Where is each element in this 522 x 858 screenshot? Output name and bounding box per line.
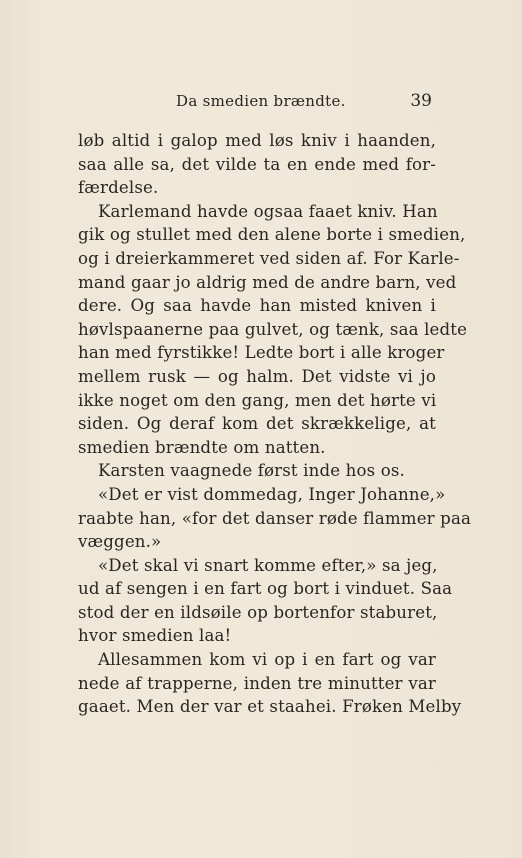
text-line: løb altid i galop med løs kniv i haanden, [78, 131, 436, 150]
text-line: hvor smedien laa! [78, 626, 232, 646]
text-line: saa alle sa, det vilde ta en ende med for- [78, 154, 436, 174]
text-line: og i dreierkammeret ved siden af. For Karle- [78, 248, 460, 268]
text-line: dere. Og saa havde han misted kniven i [78, 296, 436, 316]
paragraph [78, 648, 462, 719]
body-text [78, 129, 472, 719]
text-line: gaaet. Men der var et staahei. Frøken Melby [78, 697, 462, 717]
text-line: mand gaar jo aldrig med de andre barn, ved [78, 272, 457, 292]
page-number: 39 [410, 91, 432, 111]
text-line: væggen.» [78, 532, 162, 552]
paragraph [78, 459, 436, 483]
text-line: raabte han, «for det danser røde flammer paa [78, 508, 472, 528]
text-line: ikke noget om den gang, men det hørte vi [78, 390, 437, 410]
paragraph [78, 554, 453, 648]
paragraph [78, 483, 472, 554]
text-line: ud af sengen i en fart og bort i vinduet. Saa [78, 579, 453, 599]
text-line: høvlspaanerne paa gulvet, og tænk, saa ledte [78, 319, 468, 339]
text-line: Karsten vaagnede først inde hos os. [98, 461, 405, 481]
text-line: siden. Og deraf kom det skrækkelige, at [78, 414, 436, 434]
text-line: Allesammen kom vi op i en fart og var [98, 650, 436, 670]
text-line: stod der en ildsøile op bortenfor staburet, [78, 602, 438, 622]
page-header [78, 92, 432, 116]
running-title: Da smedien brændte. [176, 92, 346, 110]
text-line: nede af trapperne, inden tre minutter var [78, 673, 436, 693]
paragraph [78, 200, 468, 460]
text-line: «Det er vist dommedag, Inger Johanne,» [98, 484, 446, 504]
text-line: «Det skal vi snart komme efter,» sa jeg, [98, 555, 438, 575]
text-line: mellem rusk — og halm. Det vidste vi jo [78, 366, 436, 386]
text-line: smedien brændte om natten. [78, 437, 326, 457]
text-line: gik og stullet med den alene borte i smedien, [78, 225, 466, 245]
paragraph [78, 129, 436, 200]
text-line: færdelse. [78, 178, 159, 198]
text-line: han med fyrstikke! Ledte bort i alle kroger [78, 343, 445, 363]
text-line: Karlemand havde ogsaa faaet kniv. Han [98, 201, 438, 221]
